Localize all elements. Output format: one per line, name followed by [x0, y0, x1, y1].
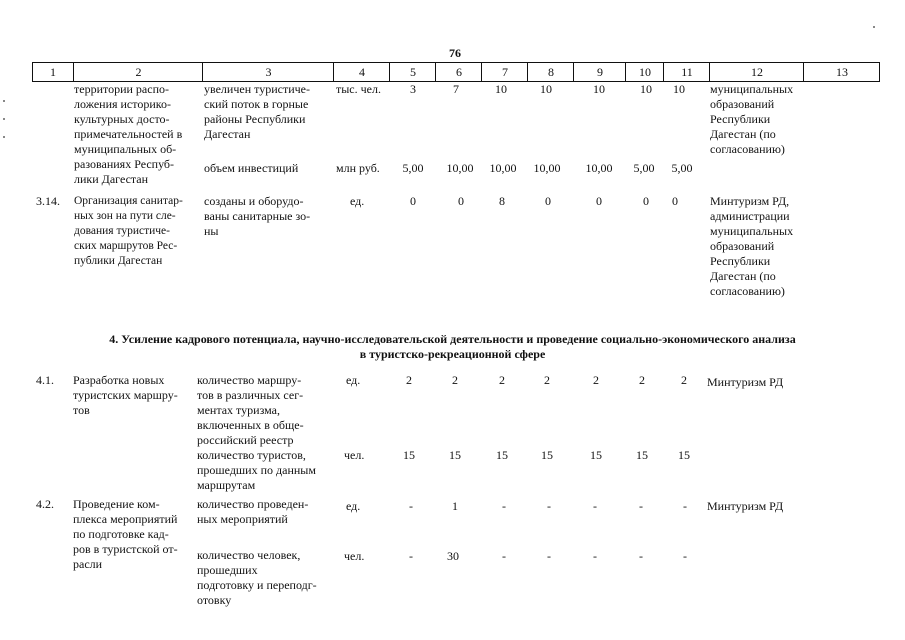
- value-cell: -: [502, 549, 506, 563]
- indicator-label: созданы и оборудо- ваны санитарные зо- ны: [204, 194, 311, 238]
- value-cell: 10,00: [533, 161, 561, 175]
- value-cell: 10: [495, 82, 507, 96]
- scan-speck: [873, 26, 875, 28]
- indicator-label: количество проведен- ных мероприятий: [197, 497, 309, 526]
- activity-name: Разработка новых туристских маршру- тов: [73, 373, 178, 417]
- value-cell: 5,00: [633, 161, 655, 175]
- scan-speck: [3, 136, 5, 138]
- value-cell: 15: [541, 448, 553, 462]
- value-cell: 10: [540, 82, 552, 96]
- value-cell: 0: [596, 194, 602, 208]
- value-cell: -: [547, 499, 551, 513]
- indicator-unit: млн руб.: [336, 161, 380, 175]
- value-cell: 5,00: [402, 161, 424, 175]
- indicator-label: количество маршру- тов в различных сег- ментах туризма, включенных в обще- российский реестр: [197, 373, 304, 447]
- header-cell: 2: [73, 63, 203, 81]
- value-cell: 7: [453, 82, 459, 96]
- row-number: 3.14.: [36, 194, 60, 208]
- value-cell: -: [683, 499, 687, 513]
- header-cell: 9: [573, 63, 626, 81]
- value-cell: 2: [452, 373, 458, 387]
- value-cell: -: [593, 549, 597, 563]
- value-cell: -: [593, 499, 597, 513]
- value-cell: -: [683, 549, 687, 563]
- header-cell: 10: [625, 63, 664, 81]
- value-cell: -: [409, 549, 413, 563]
- value-cell: -: [547, 549, 551, 563]
- row-number: 4.1.: [36, 373, 54, 387]
- value-cell: 15: [403, 448, 415, 462]
- row-number: 4.2.: [36, 497, 54, 511]
- header-cell: 11: [663, 63, 710, 81]
- header-cell: 13: [803, 63, 880, 81]
- value-cell: 3: [410, 82, 416, 96]
- value-cell: 10,00: [585, 161, 613, 175]
- value-cell: 15: [678, 448, 690, 462]
- indicator-label: количество человек, прошедших подготовку и переподг- отовку: [197, 548, 317, 607]
- header-cell: 12: [709, 63, 804, 81]
- continued-activity-name: территории распо- ложения историко- культурных досто- примечательностей в муниципальных об- разованиях Респуб- лики Дагестан: [74, 82, 183, 186]
- value-cell: 0: [410, 194, 416, 208]
- scan-speck: [3, 118, 5, 120]
- value-cell: -: [409, 499, 413, 513]
- page-number: 76: [449, 46, 461, 60]
- value-cell: -: [639, 499, 643, 513]
- header-cell: 4: [333, 63, 390, 81]
- responsible-executor: Минтуризм РД, администрации муниципальных образований Республики Дагестан (по согласованию): [710, 194, 794, 298]
- activity-name: Проведение ком- плекса мероприятий по подготовке кад- ров в туристской от- расли: [73, 497, 178, 571]
- value-cell: 2: [499, 373, 505, 387]
- value-cell: 15: [496, 448, 508, 462]
- header-cell: 7: [481, 63, 528, 81]
- scan-speck: [3, 100, 5, 102]
- value-cell: -: [639, 549, 643, 563]
- indicator-label: количество туристов, прошедших по данным маршрутам: [197, 448, 316, 492]
- value-cell: 15: [590, 448, 602, 462]
- value-cell: 8: [499, 194, 505, 208]
- indicator-unit: тыс. чел.: [336, 82, 381, 96]
- value-cell: -: [502, 499, 506, 513]
- value-cell: 2: [406, 373, 412, 387]
- header-cell: 8: [527, 63, 574, 81]
- indicator-label: увеличен туристиче- ский поток в горные районы Республики Дагестан: [204, 82, 310, 141]
- responsible-executor: Минтуризм РД: [707, 499, 784, 513]
- indicator-unit: ед.: [346, 499, 361, 513]
- responsible-executor: муниципальных образований Республики Дагестан (по согласованию): [710, 82, 794, 156]
- indicator-unit: ед.: [350, 194, 365, 208]
- value-cell: 0: [545, 194, 551, 208]
- header-cell: 6: [435, 63, 482, 81]
- value-cell: 10,00: [489, 161, 517, 175]
- indicator-unit: чел.: [344, 448, 365, 462]
- value-cell: 15: [636, 448, 648, 462]
- indicator-label: объем инвестиций: [204, 161, 299, 175]
- indicator-unit: ед.: [346, 373, 361, 387]
- value-cell: 1: [452, 499, 458, 513]
- section-title: 4. Усиление кадрового потенциала, научно-исследовательской деятельности и проведение социально-экономического анализа в туристско-рекреационной сфере: [109, 332, 796, 361]
- value-cell: 10: [640, 82, 652, 96]
- value-cell: 2: [544, 373, 550, 387]
- activity-name: Организация санитар- ных зон на пути сле- дования туристиче- ских маршрутов Рес- публики Дагестан: [74, 195, 183, 267]
- value-cell: 2: [593, 373, 599, 387]
- value-cell: 5,00: [671, 161, 693, 175]
- value-cell: 10: [593, 82, 605, 96]
- value-cell: 15: [449, 448, 461, 462]
- indicator-unit: чел.: [344, 549, 365, 563]
- value-cell: 10,00: [446, 161, 474, 175]
- value-cell: 2: [639, 373, 645, 387]
- value-cell: 0: [458, 194, 464, 208]
- value-cell: 0: [672, 194, 678, 208]
- header-cell: 3: [202, 63, 334, 81]
- value-cell: 0: [643, 194, 649, 208]
- header-cell: 5: [389, 63, 436, 81]
- column-number-header: [32, 62, 880, 82]
- header-cell: 1: [50, 65, 56, 79]
- value-cell: 2: [681, 373, 687, 387]
- value-cell: 30: [447, 549, 459, 563]
- value-cell: 10: [673, 82, 685, 96]
- responsible-executor: Минтуризм РД: [707, 375, 784, 389]
